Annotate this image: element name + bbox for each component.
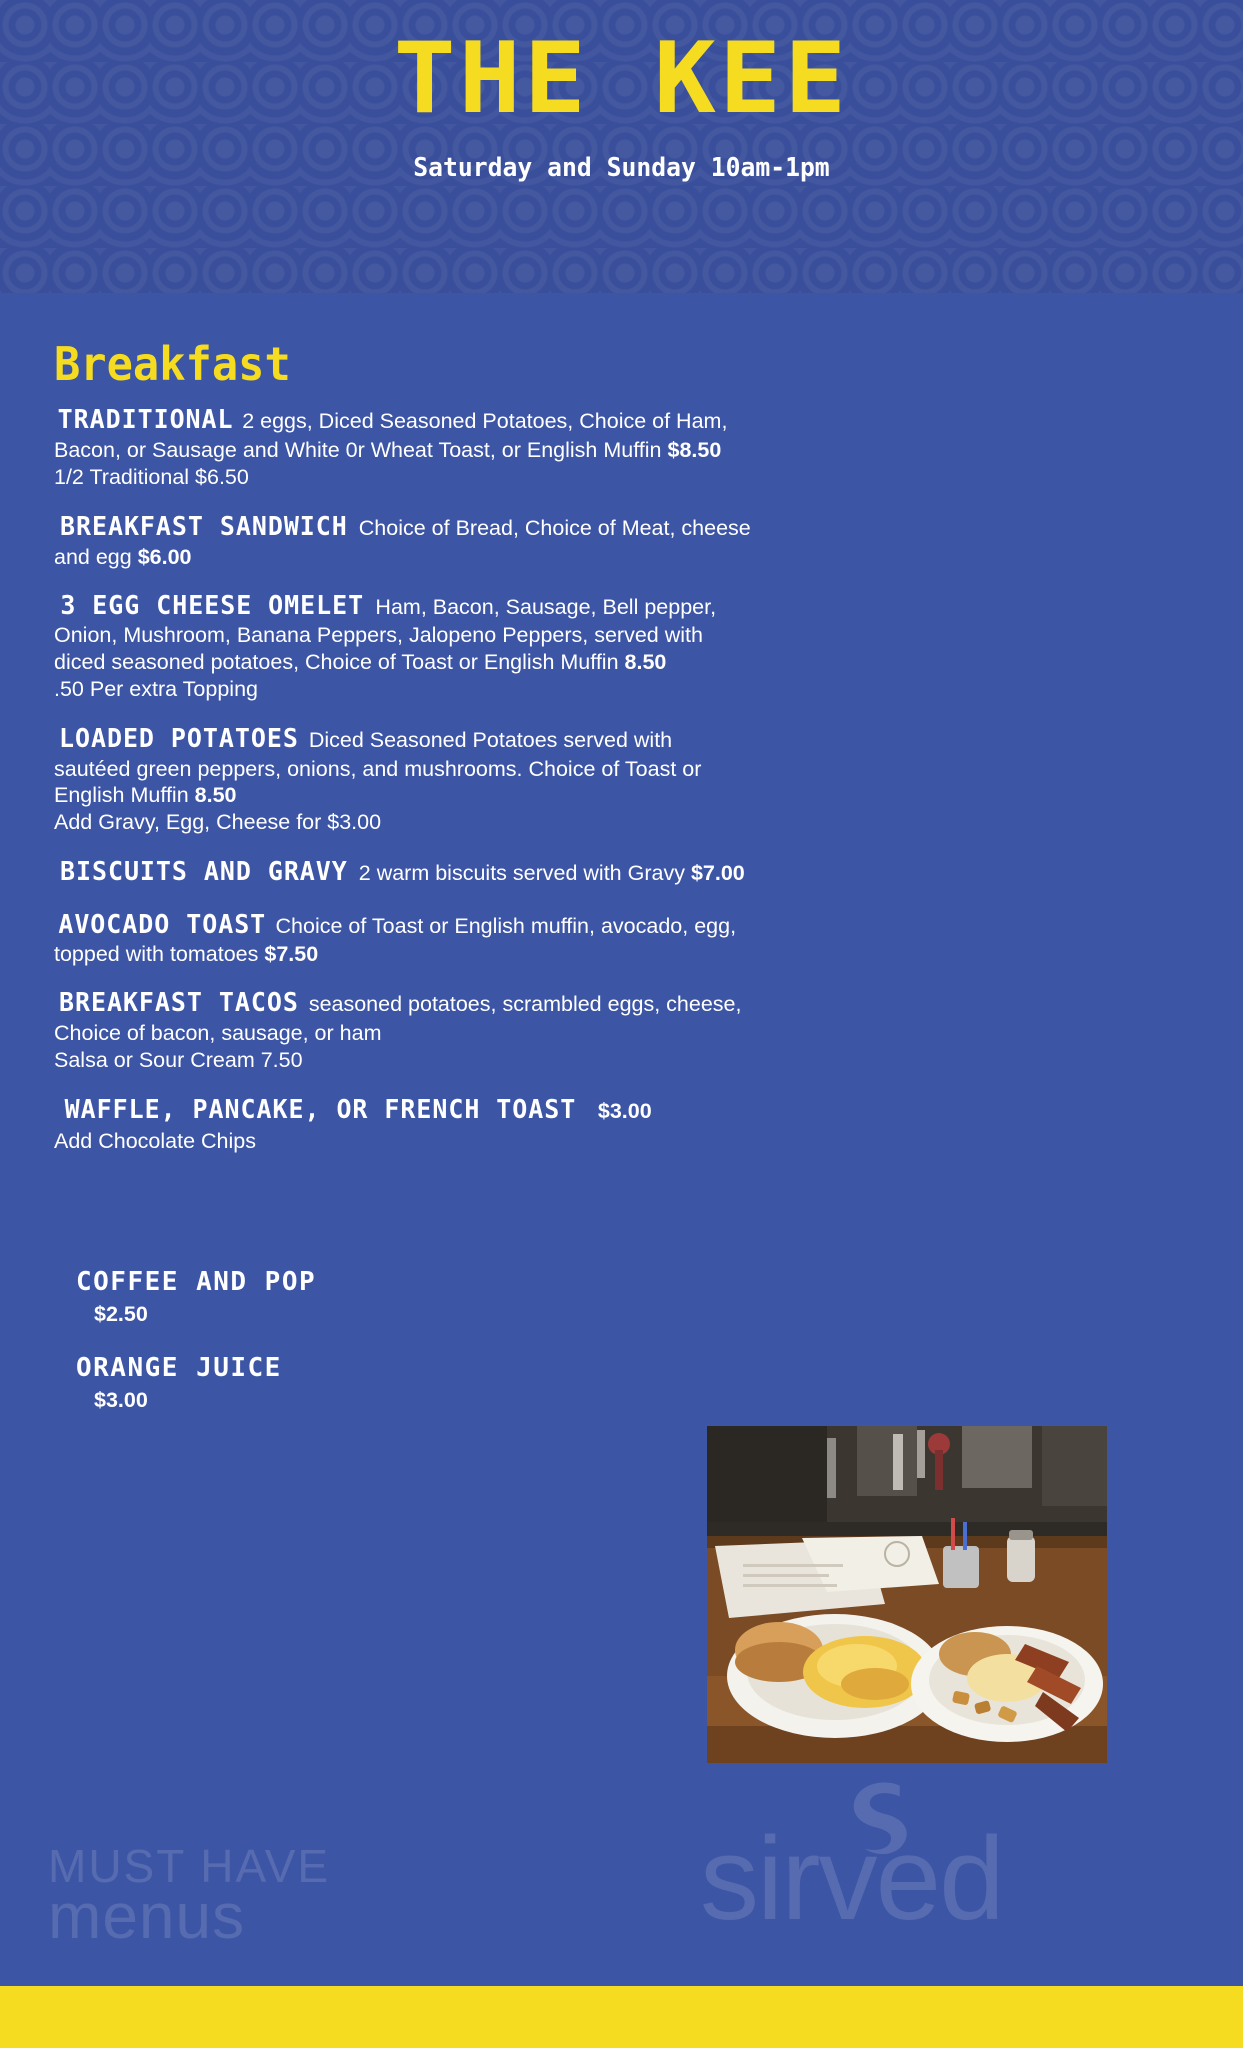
menu-item-price: 8.50 (194, 782, 237, 807)
drink-name: COFFEE AND POP (76, 1266, 317, 1297)
menu-item-price: $6.00 (137, 544, 192, 569)
menu-item-price: $7.50 (264, 942, 319, 967)
watermark-musthavemenus-line1: MUST HAVE (48, 1840, 331, 1892)
menu-item-price: $7.00 (690, 860, 745, 885)
menu-item-name: BREAKFAST SANDWICH (59, 511, 348, 542)
menu-item-line (54, 857, 754, 889)
menu-item-name: 3 EGG CHEESE OMELET (60, 590, 365, 621)
menu-item-subnote: .50 Per extra Topping (54, 676, 258, 701)
menu-item-price: 8.50 (624, 649, 667, 674)
menu-item-description: seasoned potatoes, scrambled eggs, cheese, Choice of bacon, sausage, or ham (54, 992, 742, 1046)
menu-item-name: LOADED POTATOES (58, 723, 299, 754)
service-hours: Saturday and Sunday 10am-1pm (413, 152, 830, 183)
drink-name: ORANGE JUICE (76, 1352, 282, 1383)
menu-item (54, 988, 754, 1074)
watermark-musthavemenus-line2: menus (48, 1880, 246, 1953)
menu-header (0, 0, 1243, 293)
menu-item (54, 724, 754, 836)
menu-item-line (54, 405, 754, 463)
menu-item-description: Diced Seasoned Potatoes served with sautéed green peppers, onions, and mushrooms. Choice of Toast or English Muffin (54, 727, 702, 807)
drink-price: $2.50 (94, 1301, 148, 1326)
menu-item-description: Choice of Bread, Choice of Meat, cheese and egg (54, 515, 751, 569)
menu-item-name: WAFFLE, PANCAKE, OR FRENCH TOAST (64, 1095, 577, 1126)
menu-item (54, 591, 754, 703)
menu-item-subnote: Add Gravy, Egg, Cheese for $3.00 (54, 809, 382, 834)
footer-bar (0, 1986, 1243, 2048)
menu-item-name: BREAKFAST TACOS (58, 988, 299, 1019)
drink-item (76, 1353, 1189, 1413)
food-photo (707, 1426, 1107, 1763)
menu-item-subnote: 1/2 Traditional $6.50 (54, 464, 249, 489)
menu-item-line (54, 591, 754, 675)
restaurant-title: THE KEE (393, 22, 850, 136)
menu-item-name: TRADITIONAL (57, 405, 234, 435)
menu-item-line (54, 724, 754, 808)
drinks-list (76, 1267, 1189, 1413)
menu-item-description: Ham, Bacon, Sausage, Bell pepper, Onion, Mushroom, Banana Peppers, Jalopeno Peppers, served with diced seasoned potatoes, Choice of Toast or English Muffin (54, 594, 717, 674)
drink-item (76, 1267, 1189, 1327)
menu-item (54, 910, 754, 968)
menu-item-subnote: Salsa or Sour Cream 7.50 (54, 1048, 303, 1073)
menu-item-description: 2 warm biscuits served with Gravy (358, 860, 685, 885)
menu-item-description: 2 eggs, Diced Seasoned Potatoes, Choice of Ham, Bacon, or Sausage and White 0r Wheat Toast, or English Muffin (54, 409, 728, 462)
menu-item-line (54, 512, 754, 570)
menu-item (54, 1095, 754, 1155)
watermark-musthavemenus (48, 1840, 331, 1953)
menu-item (54, 857, 754, 889)
menu-item-line (54, 988, 754, 1046)
menu-item-name: BISCUITS AND GRAVY (59, 856, 348, 887)
menu-item-name: AVOCADO TOAST (58, 909, 267, 940)
menu-item-description: Choice of Toast or English muffin, avocado, egg, topped with tomatoes (54, 913, 737, 967)
menu-body (0, 293, 1243, 1413)
menu-item-line (54, 910, 754, 968)
menu-item-price: $3.00 (597, 1099, 652, 1124)
section-title-breakfast: Breakfast (54, 337, 291, 391)
drink-price: $3.00 (94, 1387, 148, 1412)
watermark-sirved: sirved (700, 1813, 1003, 1945)
menu-item (54, 405, 754, 491)
menu-item-line (54, 1095, 754, 1127)
header-content (0, 22, 1243, 183)
food-photo-image (707, 1426, 1107, 1763)
menu-item-subnote: Add Chocolate Chips (54, 1129, 256, 1153)
menu-item-price: $8.50 (667, 437, 722, 462)
menu-item (54, 512, 754, 570)
